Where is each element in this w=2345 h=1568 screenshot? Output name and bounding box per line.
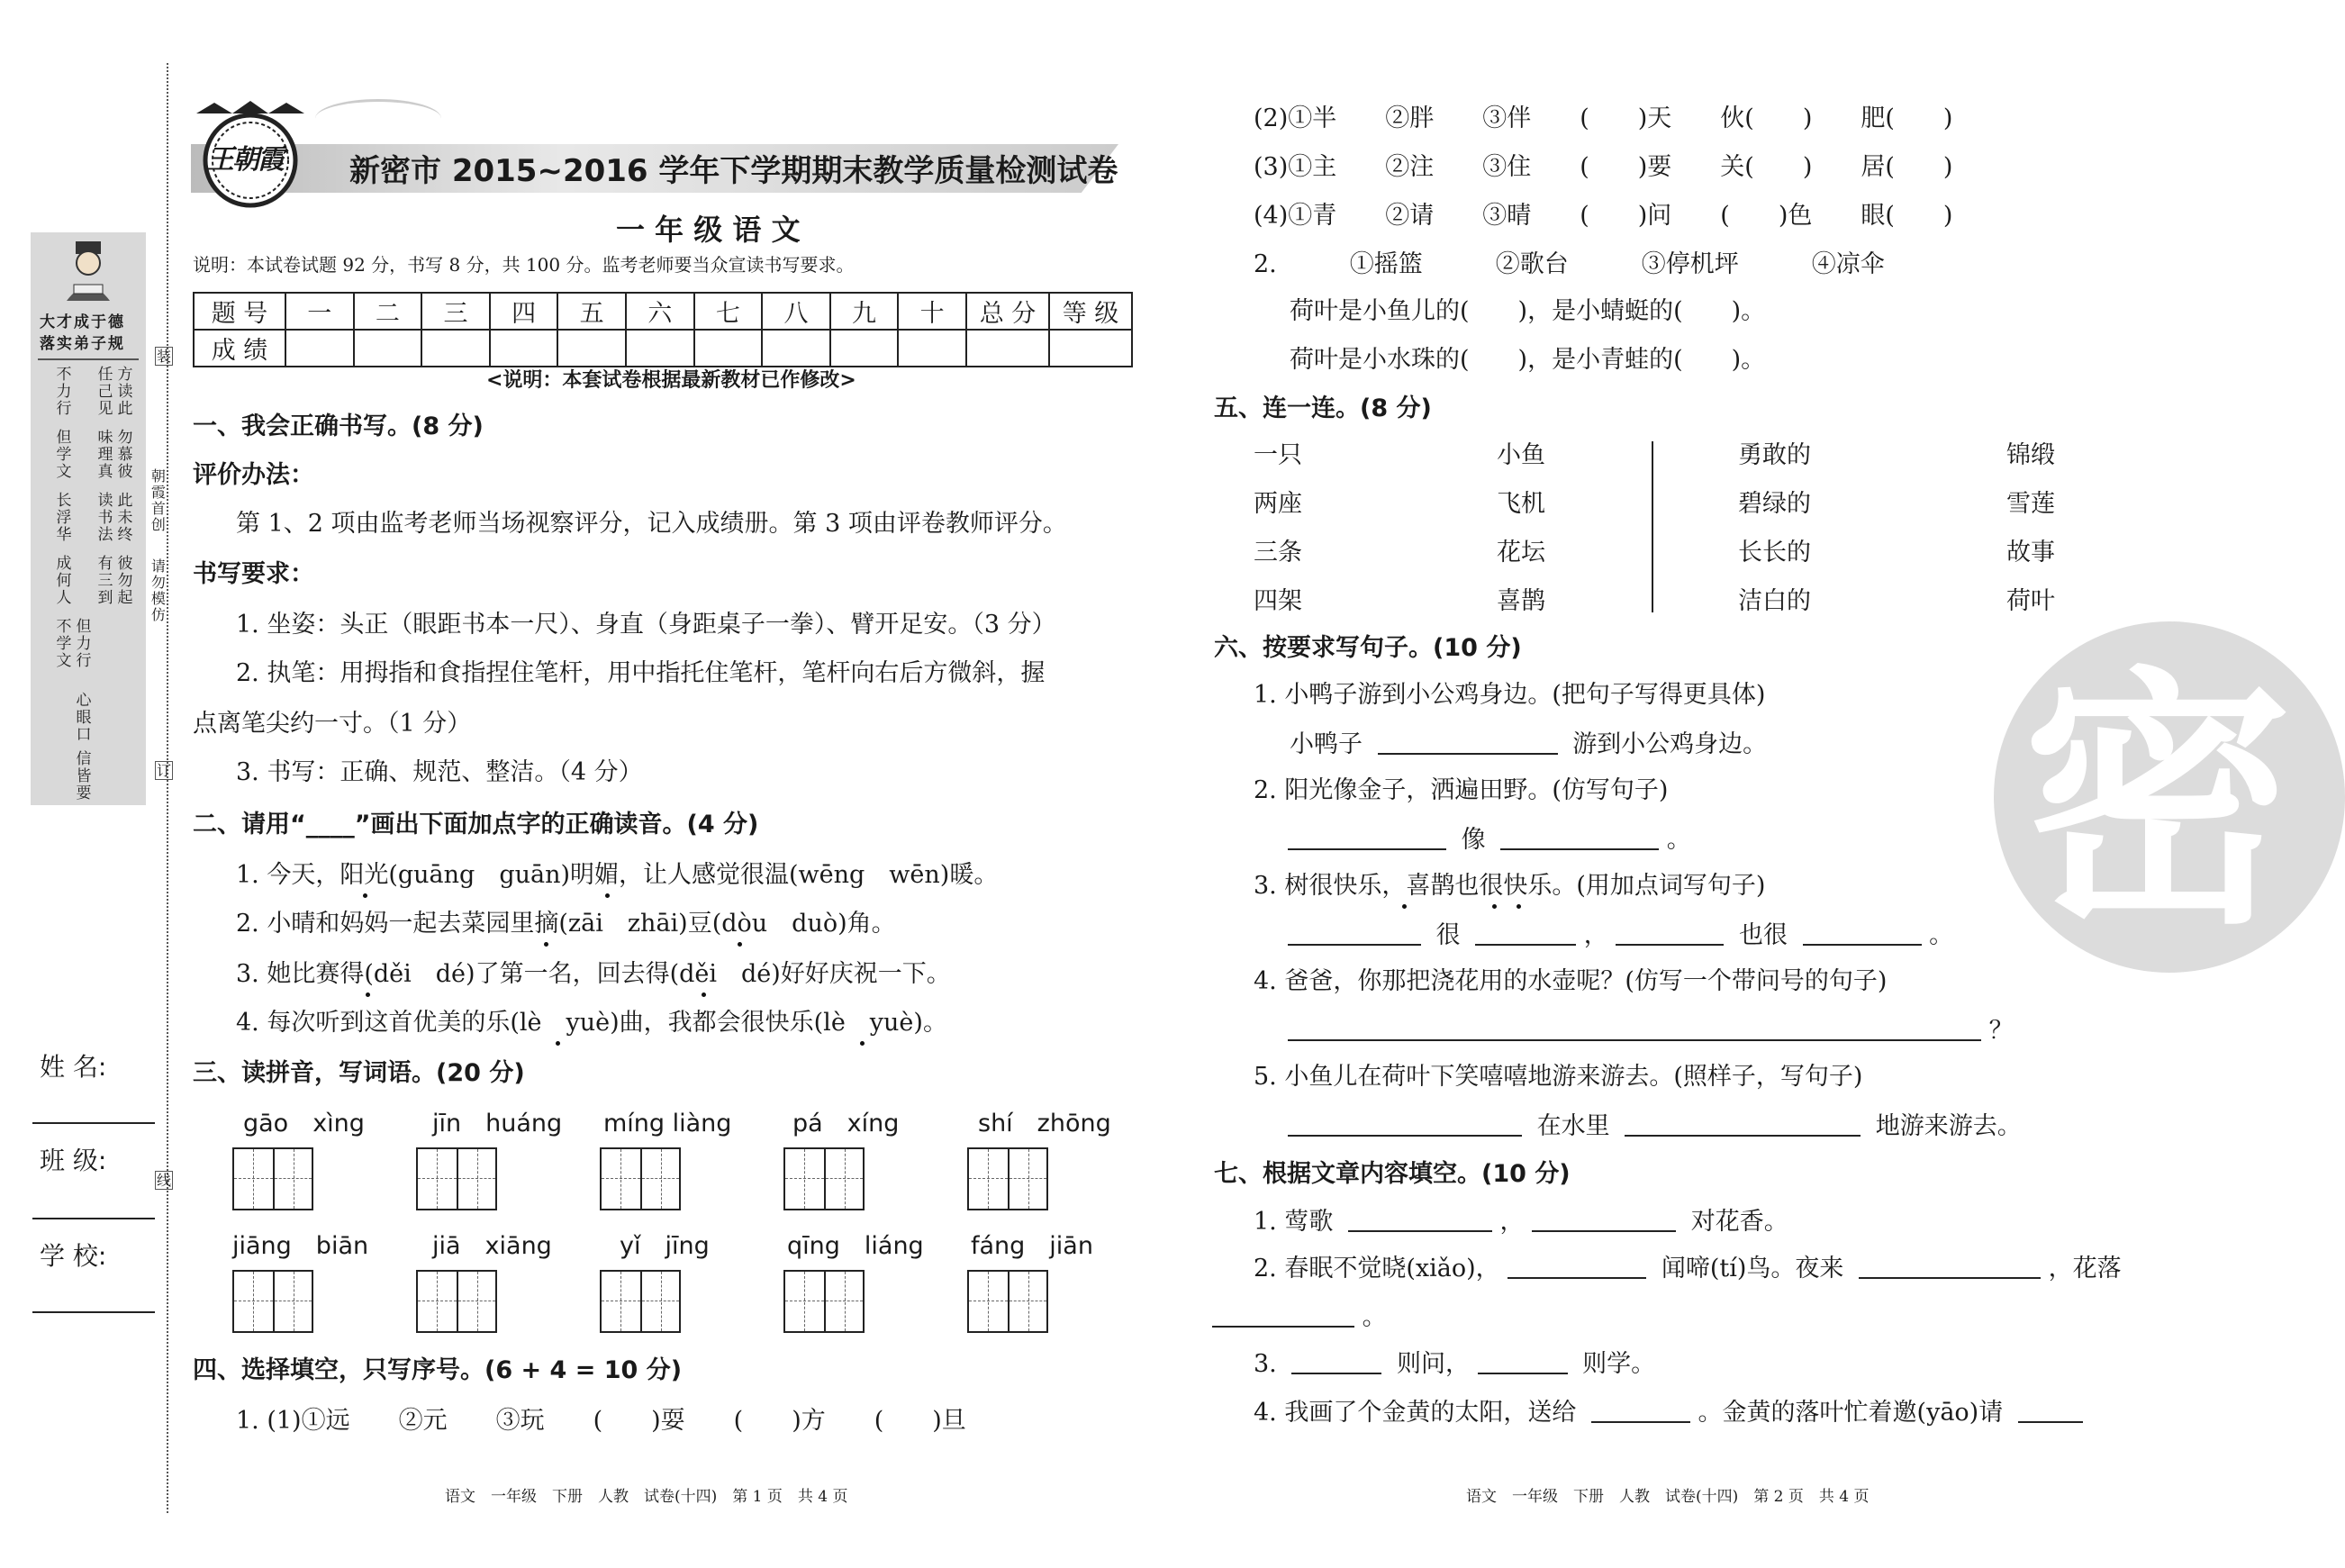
answer-blank[interactable] <box>2018 1398 2083 1423</box>
writing-grid[interactable] <box>416 1147 497 1210</box>
answer-blank[interactable] <box>1212 1302 1354 1328</box>
q4-line-2: (2)①半 ②胖 ③伴 ( )天 伙( ) 肥( ) <box>1254 104 1953 132</box>
name-field[interactable] <box>32 1122 155 1124</box>
q7-item-2-cont <box>1212 1302 1387 1332</box>
q1-eval-text: 第 1、2 项由监考老师当场视察评分，记入成绩册。第 3 项由评卷教师评分。 <box>236 510 1067 538</box>
score-head-8: 八 <box>762 293 830 330</box>
match-mid-2: 飞机 <box>1497 490 1545 518</box>
school-field[interactable] <box>32 1311 155 1313</box>
watermark-glyph: 密 <box>2023 646 2293 960</box>
q7-2-text2: 闻啼(tí)鸟。夜来 <box>1661 1255 1844 1282</box>
q7-2-text: 2. 春眠不觉晓(xiǎo)， <box>1254 1255 1500 1282</box>
q6-item-1-answer <box>1290 730 1767 759</box>
match-noun-4: 荷叶 <box>2006 587 2055 615</box>
answer-blank[interactable] <box>1378 730 1558 755</box>
verse-col-6: 味理真 <box>94 429 113 480</box>
brand-name: 王朝霞 <box>207 144 283 176</box>
class-label: 班 级: <box>40 1146 107 1175</box>
q6-item-2-answer <box>1288 825 1691 855</box>
writing-grid[interactable] <box>967 1147 1048 1210</box>
emphasis-dot <box>556 1041 560 1046</box>
cut-mark-3: 线 <box>157 1172 172 1189</box>
writing-grid[interactable] <box>783 1147 865 1210</box>
q6-item-3: 3. 树很快乐，喜鹊也很快乐。(用加点词写句子) <box>1254 872 1766 900</box>
cut-mark-2: 订 <box>157 762 172 779</box>
pinyin-6: jiāng biān <box>232 1232 369 1260</box>
q7-4-text2: 。金黄的落叶忙着邀(yāo)请 <box>1698 1399 2004 1427</box>
verse-col-11: 长浮华 <box>52 492 71 543</box>
score-head-10: 十 <box>898 293 966 330</box>
q1-req-3: 3. 书写：正确、规范、整洁。（4 分） <box>236 758 643 786</box>
q1-eval-label: 评价办法： <box>193 461 314 489</box>
q6-3-word2: 也很 <box>1738 921 1788 949</box>
score-cell[interactable] <box>285 330 354 367</box>
writing-grid[interactable] <box>416 1270 497 1333</box>
emphasis-dot <box>1402 904 1407 909</box>
answer-blank[interactable] <box>1475 920 1576 946</box>
match-adj-4: 洁白的 <box>1738 587 1811 615</box>
match-mid-4: 喜鹊 <box>1497 587 1545 615</box>
emphasis-dot <box>702 992 706 997</box>
ribbon-decoration <box>315 99 441 138</box>
q7-1-text: 1. 莺歌 <box>1254 1208 1334 1236</box>
q6-item-2: 2. 阳光像金子，洒遍田野。(仿写句子) <box>1254 776 1669 804</box>
writing-grid[interactable] <box>600 1270 681 1333</box>
fold-line <box>167 63 168 1513</box>
score-head-7: 七 <box>694 293 763 330</box>
match-adj-3: 长长的 <box>1738 539 1811 566</box>
q6-item-1: 1. 小鸭子游到小公鸡身边。(把句子写得更具体) <box>1254 681 1766 709</box>
q4-line-4: (4)①青 ②请 ③晴 ( )问 ( )色 眼( ) <box>1254 202 1953 230</box>
q6-1-suffix: 游到小公鸡身边。 <box>1572 730 1768 758</box>
score-cell[interactable] <box>557 330 626 367</box>
answer-blank[interactable] <box>1532 1207 1676 1232</box>
verse-col-12: 成何人 <box>52 555 71 606</box>
q6-item-4-answer <box>1288 1016 2014 1046</box>
verse-col-14: 不学文 <box>52 618 71 669</box>
q7-title: 七、根据文章内容填空。(10 分) <box>1214 1160 1571 1188</box>
class-field[interactable] <box>32 1218 155 1219</box>
writing-grid[interactable] <box>600 1147 681 1210</box>
emphasis-dot <box>1492 904 1497 909</box>
match-left-1: 一只 <box>1254 441 1302 469</box>
q5-title: 五、连一连。(8 分) <box>1214 394 1432 422</box>
answer-blank[interactable] <box>1288 1111 1522 1137</box>
answer-blank[interactable] <box>1508 1254 1646 1279</box>
emphasis-dot <box>860 1041 865 1046</box>
q1-req-2a: 2. 执笔：用拇指和食指捏住笔杆，用中指托住笔杆，笔杆向右后方微斜，握 <box>236 659 1046 687</box>
name-label: 姓 名: <box>40 1052 107 1082</box>
scholar-figure-icon <box>56 238 121 310</box>
verse-col-4: 彼勿起 <box>113 555 132 606</box>
answer-blank[interactable] <box>1291 1349 1381 1374</box>
match-left-4: 四架 <box>1254 587 1302 615</box>
emphasis-dot <box>738 942 742 947</box>
sidebar-motto-1: 大才成于德 <box>40 313 125 331</box>
answer-blank[interactable] <box>1288 1016 1981 1041</box>
q7-2-end: 。 <box>1362 1303 1387 1331</box>
match-divider <box>1652 441 1653 612</box>
q6-item-5: 5. 小鱼儿在荷叶下笑嘻嘻地游来游去。(照样子，写句子) <box>1254 1063 1863 1091</box>
match-left-3: 三条 <box>1254 539 1302 566</box>
pinyin-1: gāo xìng <box>243 1110 365 1137</box>
q6-5-end: 地游来游去。 <box>1875 1112 2022 1140</box>
answer-blank[interactable] <box>1500 825 1659 850</box>
right-footer: 语文 一年级 下册 人教 试卷(十四) 第 2 页 共 4 页 <box>1466 1488 1870 1506</box>
match-adj-2: 碧绿的 <box>1738 490 1811 518</box>
match-noun-2: 雪莲 <box>2006 490 2055 518</box>
q6-3-comma: ， <box>1583 921 1608 949</box>
q4-item-2: 2. ①摇篮 ②歌台 ③停机坪 ④凉伞 <box>1254 250 1885 278</box>
match-adj-1: 勇敢的 <box>1738 441 1811 469</box>
answer-blank[interactable] <box>1478 1349 1568 1374</box>
q7-item-1 <box>1254 1207 1788 1237</box>
pinyin-9: qīng liáng <box>787 1232 924 1260</box>
q7-2-text3: ，花落 <box>2048 1255 2122 1282</box>
answer-blank[interactable] <box>1591 1398 1690 1423</box>
q4-sentence-1: 荷叶是小鱼儿的( )，是小蜻蜓的( )。 <box>1290 297 1766 325</box>
answer-blank[interactable] <box>1288 920 1421 946</box>
q7-3-num: 3. <box>1254 1350 1277 1378</box>
score-cell[interactable] <box>762 330 830 367</box>
q6-item-3-answer <box>1288 920 1953 950</box>
q6-3-end: 。 <box>1929 921 1954 949</box>
sidebar-motto-2: 落实弟子规 <box>40 335 125 353</box>
writing-grid[interactable] <box>783 1270 865 1333</box>
q6-3-word: 很 <box>1435 921 1461 949</box>
revision-note: <说明：本套试卷根据最新教材已作修改> <box>486 369 856 392</box>
score-cell[interactable] <box>694 330 763 367</box>
answer-blank[interactable] <box>1859 1254 2041 1279</box>
pinyin-8: yǐ jīng <box>620 1232 710 1260</box>
q6-item-5-answer <box>1288 1111 2022 1141</box>
score-head-label: 题 号 <box>194 293 285 330</box>
q6-item-4: 4. 爸爸，你那把浇花用的水壶呢？(仿写一个带问号的句子) <box>1254 967 1888 995</box>
verse-col-16: 信皆要 <box>72 750 91 802</box>
q1-req-2b: 点离笔尖约一寸。（1 分） <box>193 710 472 738</box>
writing-grid[interactable] <box>232 1270 313 1333</box>
q6-2-word: 像 <box>1461 826 1486 854</box>
verse-col-13: 但力行 <box>72 618 91 669</box>
q2-item-3: 3. 她比赛得(děi dé)了第一名，回去得(děi dé)好好庆祝一下。 <box>236 960 951 988</box>
verse-col-15: 心眼口 <box>72 692 91 743</box>
pinyin-5: shí zhōng <box>978 1110 1111 1137</box>
match-mid-3: 花坛 <box>1497 539 1545 566</box>
score-head-9: 九 <box>830 293 899 330</box>
q7-1-comma: ， <box>1499 1208 1525 1236</box>
q7-3-text: 则问， <box>1396 1350 1470 1378</box>
q3-title: 三、读拼音，写词语。(20 分) <box>193 1059 525 1087</box>
vertical-note-1: 朝霞首创 <box>149 468 167 533</box>
emphasis-dot <box>544 942 548 947</box>
score-head-5: 五 <box>557 293 626 330</box>
q7-4-text: 4. 我画了个金黄的太阳，送给 <box>1254 1399 1577 1427</box>
verse-col-10: 但学文 <box>52 429 71 480</box>
verse-col-5: 任己见 <box>94 366 113 417</box>
q7-item-4 <box>1254 1398 2083 1428</box>
q7-item-2 <box>1254 1254 2122 1283</box>
match-left-2: 两座 <box>1254 490 1302 518</box>
cut-mark-1: 装 <box>157 348 172 365</box>
q2-item-4: 4. 每次听到这首优美的乐(lè yuè)曲，我都会很快乐(lè yuè)。 <box>236 1009 947 1037</box>
school-label: 学 校: <box>40 1241 107 1271</box>
score-head-1: 一 <box>285 293 354 330</box>
exam-instructions: 说明：本试卷试题 92 分，书写 8 分，共 100 分。监考老师要当众宣读书写要求。 <box>193 254 855 276</box>
emphasis-dot <box>605 893 610 898</box>
pinyin-4: pá xíng <box>792 1110 900 1137</box>
writing-grid[interactable] <box>967 1270 1048 1333</box>
answer-blank[interactable] <box>1348 1207 1492 1232</box>
score-cell[interactable] <box>966 330 1049 367</box>
answer-blank[interactable] <box>1616 920 1724 946</box>
q2-item-2: 2. 小晴和妈妈一起去菜园里摘(zāi zhāi)豆(dòu duò)角。 <box>236 910 896 938</box>
q4-item-1: 1. (1)①远 ②元 ③玩 ( )耍 ( )方 ( )旦 <box>236 1407 966 1435</box>
q6-5-mid: 在水里 <box>1536 1112 1610 1140</box>
score-head-6: 六 <box>626 293 694 330</box>
score-cell[interactable] <box>1049 330 1132 367</box>
score-head-2: 二 <box>354 293 422 330</box>
q4-line-3: (3)①主 ②注 ③住 ( )要 关( ) 居( ) <box>1254 153 1953 181</box>
score-head-3: 三 <box>421 293 490 330</box>
q6-title: 六、按要求写句子。(10 分) <box>1214 634 1522 662</box>
exam-title: 新密市 2015~2016 学年下学期期末教学质量检测试卷 <box>349 153 1118 189</box>
verse-col-7: 读书法 <box>94 492 113 543</box>
q6-1-prefix: 小鸭子 <box>1290 730 1363 758</box>
answer-blank[interactable] <box>1625 1111 1861 1137</box>
writing-grid[interactable] <box>232 1147 313 1210</box>
q2-item-1: 1. 今天，阳光(guāng guān)明媚，让人感觉很温(wēng wēn)暖。 <box>236 861 999 889</box>
pinyin-10: fáng jiān <box>971 1232 1093 1260</box>
match-noun-3: 故事 <box>2006 539 2055 566</box>
emphasis-dot <box>363 893 367 898</box>
q6-2-end: 。 <box>1666 826 1691 854</box>
verse-col-1: 方读此 <box>113 366 132 417</box>
match-noun-1: 锦缎 <box>2006 441 2055 469</box>
q1-req-1: 1. 坐姿：头正（眼距书本一尺）、身直（身距桌子一拳）、臂开足安。（3 分） <box>236 611 1056 639</box>
q7-1-end: 对花香。 <box>1690 1208 1788 1236</box>
score-head-4: 四 <box>490 293 558 330</box>
verse-col-3: 此未终 <box>113 492 132 543</box>
emphasis-dot <box>1517 904 1521 909</box>
score-cell[interactable] <box>898 330 966 367</box>
left-footer: 语文 一年级 下册 人教 试卷(十四) 第 1 页 共 4 页 <box>445 1488 848 1506</box>
score-head-total: 总 分 <box>966 293 1049 330</box>
verse-col-8: 有三到 <box>94 555 113 606</box>
q1-req-label: 书写要求： <box>193 560 314 588</box>
verse-col-9: 不力行 <box>52 366 71 417</box>
score-cell[interactable] <box>354 330 422 367</box>
sidebar-motto-panel <box>31 232 146 805</box>
answer-blank[interactable] <box>1288 825 1446 850</box>
q4-title: 四、选择填空，只写序号。(6 + 4 = 10 分) <box>193 1356 683 1384</box>
score-cell[interactable] <box>626 330 694 367</box>
pinyin-7: jiā xiāng <box>432 1232 552 1260</box>
emphasis-dot <box>366 992 370 997</box>
pinyin-3: míng liàng <box>603 1110 732 1137</box>
subject-title: 一 年 级 语 文 <box>616 213 801 247</box>
verse-col-2: 勿慕彼 <box>113 429 132 480</box>
score-cell[interactable] <box>490 330 558 367</box>
score-table <box>193 292 1133 367</box>
score-head-grade: 等 级 <box>1049 293 1132 330</box>
answer-blank[interactable] <box>1803 920 1922 946</box>
q7-3-end: 则学。 <box>1582 1350 1656 1378</box>
score-row-label: 成 绩 <box>194 330 285 367</box>
q6-4-end: ？ <box>1988 1017 2014 1045</box>
score-cell[interactable] <box>830 330 899 367</box>
q7-item-3 <box>1254 1349 1655 1379</box>
q4-sentence-2: 荷叶是小水珠的( )，是小青蛙的( )。 <box>1290 346 1766 374</box>
vertical-note-2: 请勿模仿 <box>149 558 167 623</box>
score-cell[interactable] <box>421 330 490 367</box>
q2-title: 二、请用“____”画出下面加点字的正确读音。(4 分) <box>193 811 759 838</box>
match-mid-1: 小鱼 <box>1497 441 1545 469</box>
q1-title: 一、我会正确书写。(8 分) <box>193 412 484 440</box>
pinyin-2: jīn huáng <box>432 1110 563 1137</box>
